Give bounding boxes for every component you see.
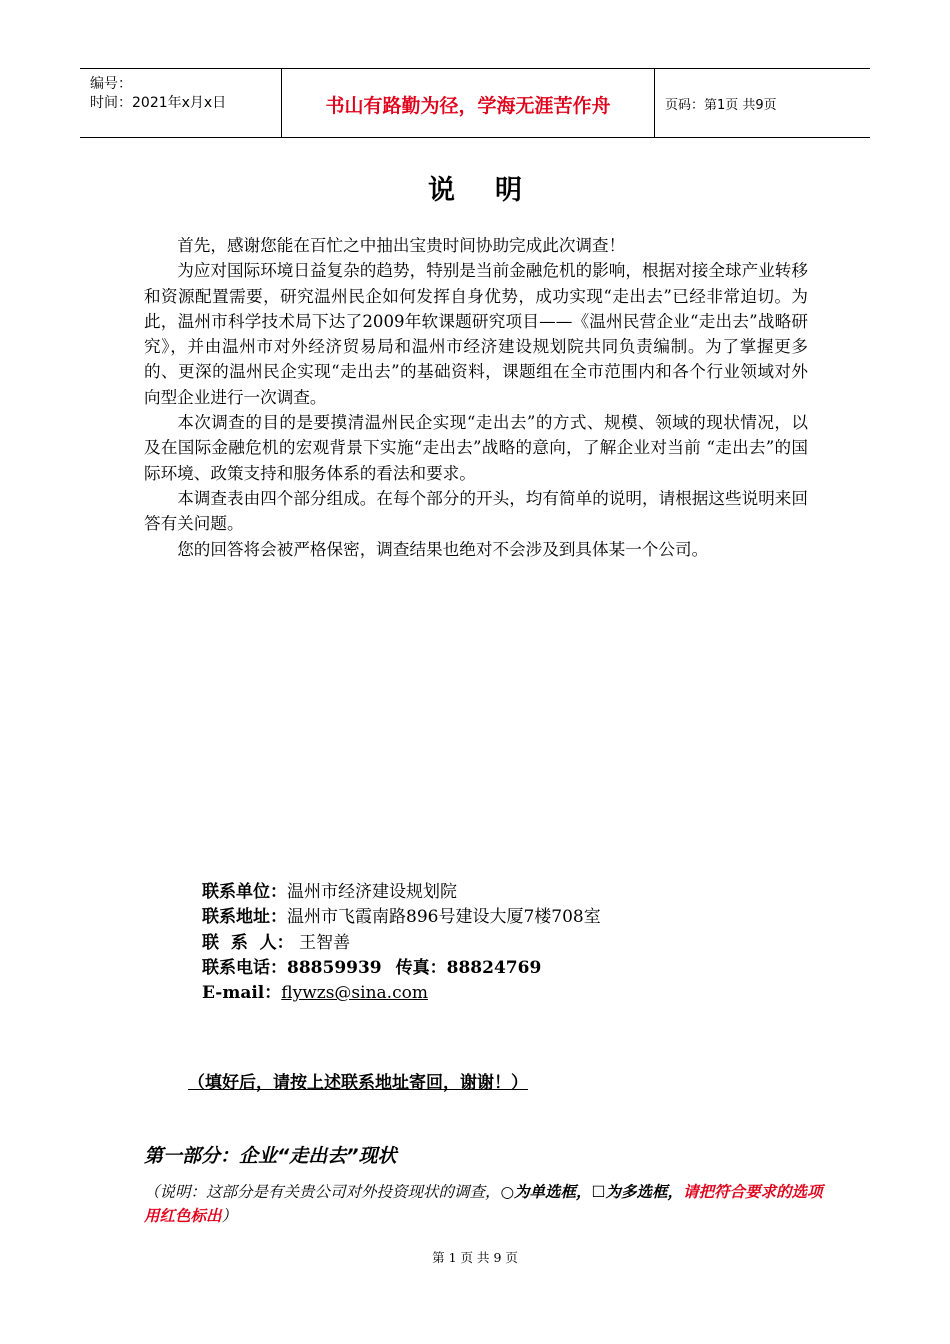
contact-email-label: E-mail： bbox=[202, 983, 282, 1004]
page-title: 说明 bbox=[428, 175, 562, 206]
document-number: 编号： bbox=[90, 76, 132, 92]
paragraph: 为应对国际环境日益复杂的趋势，特别是当前金融危机的影响，根据对接全球产业转移和资源配置需要，研究温州民企如何发挥自身优势，成功实现“走出去”已经非常迫切。为此，温州市科学技术局下达了2009年软课题研究项目——《温州民营企业“走出去”战略研究》，并由温州市对外经济贸易局和温州市经济建设规划院共同负责编制。为了掌握更多的、更深的温州民企实现“走出去”的基础资料，课题组在全市范围内和各个行业领域对外向型企业进行一次调查。 bbox=[144, 261, 808, 407]
header-page-info: 页码：第1页 共9页 bbox=[665, 98, 777, 113]
contact-phone-row bbox=[202, 956, 601, 981]
contact-unit-row bbox=[202, 880, 601, 905]
contact-email-row bbox=[202, 981, 601, 1006]
paragraph: 本调查表由四个部分组成。在每个部分的开头，均有简单的说明，请根据这些说明来回答有关问题。 bbox=[144, 488, 808, 534]
contact-unit-label: 联系单位： bbox=[202, 882, 287, 902]
document-date: 时间：2021年x月x日 bbox=[90, 95, 227, 111]
contact-address-row bbox=[202, 905, 601, 930]
paragraph: 本次调查的目的是要摸清温州民企实现“走出去”的方式、规模、领域的现状情况，以及在国际金融危机的宏观背景下实施“走出去”战略的意向，了解企业对当前 “走出去”的国际环境、政策支持和服务体系的看法和要求。 bbox=[144, 413, 808, 483]
paragraph: 您的回答将会被严格保密，调查结果也绝对不会涉及到具体某一个公司。 bbox=[177, 539, 709, 559]
contact-email-link[interactable]: flywzs@sina.com bbox=[281, 983, 428, 1004]
return-notice: （填好后，请按上述联系地址寄回，谢谢！） bbox=[188, 1073, 528, 1093]
contact-person-label: 联 系 人： bbox=[202, 932, 294, 953]
contact-address-label: 联系地址： bbox=[202, 907, 287, 928]
red-instruction: 请把符合要求的选项用红色标出 bbox=[144, 1183, 823, 1225]
header-page-cell bbox=[655, 69, 870, 137]
single-choice-hint: ○为单选框， bbox=[500, 1183, 592, 1201]
section-note bbox=[144, 1180, 834, 1228]
section-note-suffix: ） bbox=[221, 1207, 238, 1225]
contact-block bbox=[202, 880, 601, 1006]
section-title: 第一部分：企业“走出去”现状 bbox=[144, 1145, 397, 1167]
contact-phone-value: 88859939 bbox=[287, 957, 382, 978]
contact-fax-value: 88824769 bbox=[446, 957, 542, 978]
section-note-prefix: （说明：这部分是有关贵公司对外投资现状的调查， bbox=[144, 1183, 501, 1201]
contact-person-row bbox=[202, 931, 601, 956]
contact-unit-value: 温州市经济建设规划院 bbox=[287, 882, 457, 902]
header-motto-cell bbox=[282, 69, 655, 137]
header-motto: 书山有路勤为径，学海无涯苦作舟 bbox=[325, 95, 611, 117]
contact-fax-label: 传真： bbox=[395, 957, 447, 978]
contact-phone-label: 联系电话： bbox=[202, 957, 287, 978]
page-header bbox=[80, 68, 870, 138]
paragraph: 首先，感谢您能在百忙之中抽出宝贵时间协助完成此次调查！ bbox=[177, 236, 626, 255]
header-meta-cell bbox=[80, 69, 282, 137]
page-footer: 第 1 页 共 9 页 bbox=[432, 1250, 518, 1265]
intro-text bbox=[144, 233, 808, 562]
multi-choice-hint: ☐为多选框， bbox=[591, 1183, 683, 1201]
contact-person-value: 王智善 bbox=[293, 932, 351, 953]
contact-address-value: 温州市飞霞南路896号建设大厦7楼708室 bbox=[287, 907, 601, 928]
